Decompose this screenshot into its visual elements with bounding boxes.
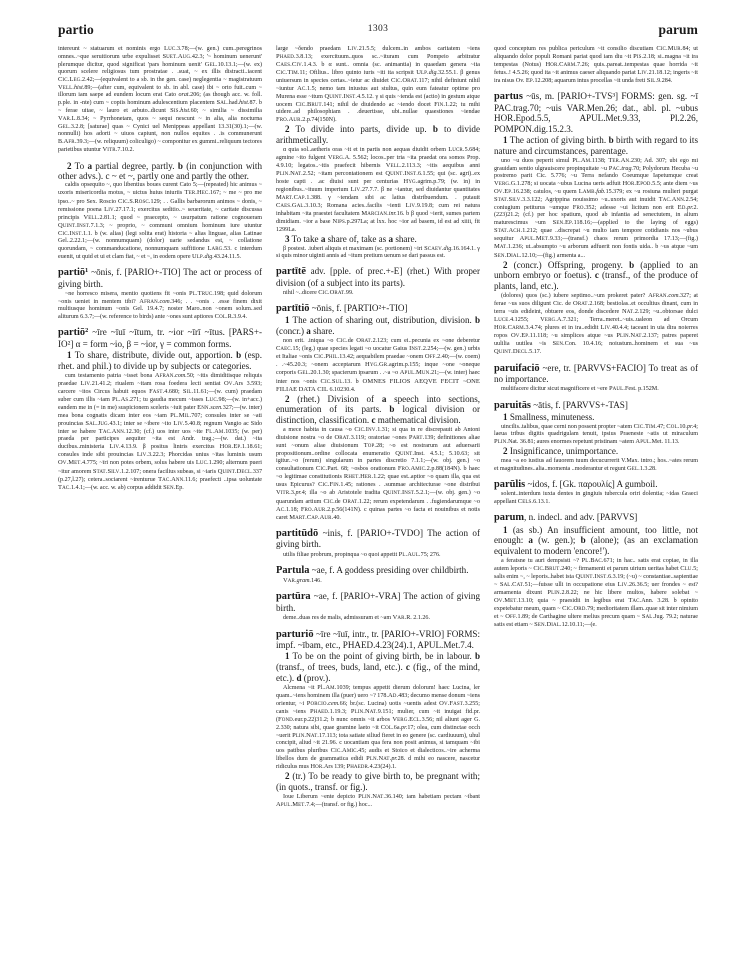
- sense-definition: 3 To take a share of, take as a share.: [285, 233, 417, 244]
- citation-block: a mece habita in causa ~o Cic.Inv.1.31; si qua in re discrepauit ab Antoni diuisione nostra ~o de Orat.3.119; oratoriae ~ones Part.139; definitiones aliae sunt ~onum aliae diuisionum Top.28; ~o est nostrarum aut aduersarii propositionum..ordine collocata enumeratio Quint.Inst. 4.5.1; 5.10.63; sit igitur..~o (rerum) singularum in partes discretio 7.1.1;—(w. obj. gen.) ~o consultationum Cic.Part. 68; ~osbos orationum Fro.Amic.2.p.88(184N). b haec ~o legitimae constitutionis Rhet.Her.1.22; quae est..aptior ~o quam illa, qua est usus Epicurus? Cic.Fin.1.45; rationes . .summae architecturae ~one distribui Vitr.3.pr.4; illa ~o ab Aristotele tradita Quint.Inst.5.2.1;—(w. obj. gen.) ~o quarundam artium Cic.de Orat.1.22; rerum expetendarum . .fugiendarumque ~o Ac.1.18; Fro.Aur.2.p.56(141N). c quinas partes ~o facta et nouinibus et notis caret Mart.Cap.Aur.40.: [276, 426, 480, 521]
- sense-definition: 2 To a partial degree, partly. b (in conjunction with other advs.). c ~ et ~, partly one and partly the other.: [58, 160, 262, 182]
- citation-block: Alcmena ~it Pl..Am.1039; tempus appetit dierum dolorum! haec Lucina, ler quam..~iens hominem illa (puer) uero ~? 178.Ad.483; decumo mense donum ~iens orientur, ~i Porcio.cem.66; br.(sc. Lucina) uotis ~uentis adest Ov.Fast.3.255; canis ~iens Phaed.1.19.3; Plin.Nat.9.151; mulier, cum ~it inuigat fid.pr.(Fond.eur.p.22)31.2; b nunc omnis ~it arbos Verg.Ecl.3.56; nil aliunt ager G. 2.330; natura sibi, quae gramine laeto ~it Col.6a.pr.17; olea, cum distinctae occh ~uerit Plin.Nat.17.113; tota satiate siliud fieret in eo genere (sc. cardiuuum), uhul concipit, aliud ~it 21.96. c uocantiam qua fera non posit animus, si tamquam ~ibi uos patibus pluribus Cic.Amic.45; audis et Stoico et dialecticos..~ire acherma libellos dum de grammatica edidi Pln.Nat.pr.28. d mihi eo nascere, nascetur ridiculus mus Hor.Ars 139; Phaedr.4.23(24).1.: [276, 683, 481, 771]
- headword-line: partus ~ūs, m. [PARIO+-TVS³] FORMS: gen. sg. ~ī PAC.trag.70; ~uis VAR.Men.26; dat., abl. pl. ~ubus HOR.Epod.5.5, APUL.Met.9.33, Pl.2.26, POMPON.dig.15.2.3.: [494, 91, 698, 134]
- entry-parturio: [276, 629, 480, 810]
- lemma: parum: [494, 512, 525, 524]
- headword-line: Partula ~ae, f. A goddess presiding over childbirth.: [276, 564, 469, 576]
- citation-block: Var.gram.146.: [283, 577, 322, 585]
- citation-block: β postest. .iuberi aliquis et maximam (sc. portionem) ~iri Scaev.dig.16.164.1. γ si quis minor uiginti annis ad ~itum pretium uenum se dari passus est.: [276, 244, 480, 259]
- running-head-left: partio: [58, 22, 94, 37]
- sense-definition: 2 (rhet.) Division of a speech into sections, enumeration of its parts. b logical division or distinction, classification. c mathematical division.: [276, 393, 481, 425]
- citation-block: mea ~a eo iustius ad fauorem tuum decucurrerit V.Max. intro.; hos..~ates rerum et magnitudines..alia..momenta ..moderantur et regunt Gel.1.3.28.: [494, 457, 698, 472]
- sense-definition: 1 Smallness, minuteness.: [503, 411, 595, 422]
- citation-block: α quia sol..aetheris oras ~it et in partis non aequas diuidit orbem Lucr.5.684; agmine ~ito fulgent Verg.A. 5.562; locos..per tria ~ita praedat ora somos Prop. 4.9.10; legatos..~itis praefecit hibernis Vell.2.113.3; ~itis aequibus anni Plin.Nat.2.52; ~itam percontationem est Quint.Inst.6.1.55; qui (sc. agri)..ex hoste capti . .ac diuisi sunt per centurias Hyg.agrim.p.79; (w. in) in regionibus..~ituum imperium Liv.27.7.7. β ne ~iantur, sed diuidantur quantitates Mart.Cap.1.388. γ ~iendam sibi ac latius distribuendum. . putauit Caes.Gal.3.10.3; Romana acies..facilis ~ienti Liv.9.19.8; cum rei natura inhabitam ~ita praestet facultatem Marcian.inr.16. b β quod ~ierit, sumes partem dimidiam. ~ior a base Nips.p.297La; at lxx. hoc ~ior ad basem, id est ad xiiii, fit 1299La.: [276, 146, 481, 233]
- lemma: paruitās: [494, 399, 531, 411]
- entry-partim-sense-2: [58, 161, 262, 261]
- citation-block: non erit. .iniqua ~o Cic.de Orat.2.123; cum ei..pecunia ex ~one deberetur Caec.15; (leg.) quae species legati ~o uocatur Gaius Inst.2.254;—(w. gen.) urbis et Italiae ~onis Cic.Phil.13.42; aequabilem praedae ~onem Off.2.40;—(w. coem) . .~45.20.3; ~onem acceptarum Hyg.Gr.agrim.p.155; inque ~one ~oneque corporis Gel.20.1.30; spacierum ipsarum . .~a ~o Apul.Mun.21;—(w. inter) haec inter nos ~onis Cic.Sul.13. b OMNES FILIOS AEQVE FECIT ~ONE FILIAE DATA CIL 6.10230.4.: [276, 337, 480, 393]
- lemma: parturiō: [276, 628, 314, 640]
- running-head-right: parum: [658, 22, 698, 37]
- lemma: partūra: [276, 591, 311, 603]
- column-1: [58, 44, 262, 944]
- column-2: [276, 44, 480, 944]
- entry-partio-continued: [58, 45, 262, 155]
- entry-parum: [494, 512, 698, 629]
- lemma: Partula: [276, 564, 310, 576]
- page-number: 1303: [367, 24, 389, 34]
- citation-block: quod conceptum res publica periculum ~it consilio discutiam Cic.Mur.84; ut aliquando dolor populi Romani pariat quod iam diu ~it Pis.2.18; si..magna ~it ira tempestas (Notus) Hor.Carm.7.26; quis..pareat..tempestas quae horrida ~it fetus..! 4.5.26; quod ita ~it animus caeser aliquando pariat Liv.21.18.12; ingeris ~it ira nisus Ov. Ep.12.208; aquarum intus procellas ~it unda freti Sil.9.284.: [494, 44, 698, 84]
- headword-line: paruifaciō ~ere, tr. [PARVVS+FACIO] To treat as of no importance.: [494, 362, 698, 385]
- column-container: [58, 44, 698, 944]
- entry-partio-2-continued: [276, 45, 480, 260]
- entry-partite: [276, 266, 480, 297]
- citation-block: uno ~u duos peperit simul Pl.Am.1138; Ter.An.230; Ad. 307; ubi ego mi grauidam sentio ulgrauiscere propinquitate ~u Pac.trag.70; Polydorum Hecuba ~u postremo parit Cic. 5.776; ~u Terra nefando Coeumque Iapetumque creat Verg.G.1.278; si uocata ~ubus Lucina ueris adfuit Hor.Epod.5.5; ante diem ~us Ov.Ep.16.238; catulos, ~u quem Lamb.fab.15.379; ex ~u rosiuna mulieri purgat Stat.Silv.3.3.122; Agrippina nouissimo ~u..uxoris aut inuidit Tac.Ann.2.54; coniugium petiturus ~umque Fro.352; adesse ~ui licitum non erit Ed.pr.2.(223)21.2; (cf.) per hoc spatium, quod ab infantia ad senectutem, in alium maturescimus ~um Sen.Ep.118.16;—(applied to the laying of eggs) Stat.Ach.1.212; quae ..discrepat ~u multo iam tempore cotidianis nos ~ubus sequitur Apul.Met.9.33;—(transf.) chaos rerum primordia 17.13;—(fig.) Mat.1.236; ut..absumpto ~u arborum adfuerit non fontis uida.. b ~us atque ~um Sen.Dial.12.10;—(fig.) armenta a...: [494, 156, 699, 259]
- lemma: partītē: [276, 266, 307, 278]
- lemma: partus: [494, 91, 523, 103]
- entry-paruifacio: [494, 363, 698, 394]
- headword-line: partūra ~ae, f. [PARIO+-VRA] The action of giving birth.: [276, 591, 480, 614]
- citation-block: cum testamento patria ~isset bona Afran.com.50; ~itis dimiditisque reliquis praedae Liv.21.41.2; riualem ~itam rosa foedera lecti sentiat Ov.Ars 3.593; carcere ~itos Circus habuit equos Fast.4.680; Sil.11.61;—(w. cum) praedam suber cum illis ~iam Pl.As.271; tu gaudia mecum ~isses Luc.98;—(w. in+acc.) eandem me in (= in me) suspicionem sceleris ~iuit pater Enn.scen.327;—(w. inter) mea bona cognatis dicam inter eos ~iam Pl.Mil.707; consules inter se ~ati prouincias Sal.Jug.43.1; inter se ~ibere ~ito Liv.5.40.8; regnum Vangio ac Sido inter se habere Tac.Ann.12.30; (cf.) uos inter uos ~ite Fl.Am.1035; (w. per) praeda per participes aequiter ~ita est Andr. trag.;—(w. dat.) ~ita ducibus..ministeria Liv.4.13.9. β positus lintris exercitus Hor.Ep.1.18.61; consules inde sibi prouincias Liv.3.22.3; Phorcidas unius ~ītas luminis usum Ov.Met.4.775; ~īri non potes orbem, solus habere uis Luc.1.290; alternum pueri ~itur amorem Stat.Silv.1.2.107; onera facilius subeas, si ~iaris Quint.Decl.337 (p.27,l.27); cetera..sociarent ~irenturue Tac.Ann.11.6; praefecti ..ipsa uoluntate Tac.1.4.1;—(w. acc. w. ab) corpus addidit Sen.Ep.: [58, 371, 263, 491]
- entry-parulis: [494, 479, 698, 506]
- citation-block: deme..duas res de malis, admissuram et ~am Var.R. 2.1.26.: [283, 614, 431, 622]
- lemma: partiō¹: [58, 267, 89, 279]
- citation-block: a feratsne tu auri dempsisti ~? Pl.Bac.671; in hac.. satis erat copiae, in illa autem leporis ~ Cic.Brut.240; ~ firmamenti et parum uirium ueritas habet Clu.5; salis enim ~, ~ leporis..habet ista Quint.Inst.6.3.19; (~u) ~ constantiae..sapientiae ~ Sal.Cat.51;—fuisse ulli in occupatione eius Liv.26.36.5; uer frondes ~ est? armamenta dixunt Plin.2.8.22; ne hic libere multos, habere solebat ~ Ov.Met.13.10; quia ~ praesidii in legibus erat Tac.Ann. 3.28. b opinito expetebatur meum, quam ~ Cic.Ord.79; medioritatem illam..quae sit inter nimium et ~ Off.1.89; de Carthagine ultere melius precum quam ~ Sal.Jug. 79.2; naturae satis est etiam ~ Sen.Dial.12.10.11;—(e.: [494, 557, 699, 629]
- entry-partura: [276, 591, 480, 622]
- citation-block: uincilis..talibus, quae cerni non possent propter ~atem Cic.Tim.47; Col.10.pr.4; laeua tribus digitis quadrigulam tenuit, ipsius Praeneste ~atis ut miraculum Plin.Nat. 36.81; aures enormes repetunt pristinam ~atem Apul.Met. 11.13.: [494, 423, 698, 446]
- entry-partula: [276, 565, 480, 585]
- citation-block: nihil ~..dicere Cic.Orat.99.: [283, 288, 354, 296]
- headword-line: partitūdō ~inis, f. [PARIO+-TVDO] The action of giving birth.: [276, 527, 480, 550]
- citation-block: caldis opsequito ~, quo libentius boues curent Cato 5;—(repeated) hic animus ~ uxoris misericordia motus, ~ uictus huius iniuriis Ter.Hec.167; ~ me ~ pro me ipso..~ pro Sex. Roscio Cic.S.Rosc.129; . . Gallis barbarorum animos ~ donis, ~ remissione poena Liv.27.17.1; exercitus seditio..~ seueritate, ~ caritate discussa principis Vell.2.81.1; quod ~ praecepto, ~ usurpatum ratione cognoueram Quint.Inst.7.1.3; ~ proprio, ~ communi omnium hominum iure utuntur Cic.Inst.1.1. b (w. alias) (legi solita erat) historia ~ alias linguae, alias Latinae Gel..2.22.1;—(w. nonnumquam) (dolor) uarie sedandus est, ~ collatione quorundam, ~ commanducatione, nonnumquam suffitione Larg.53. c interdum euenit, ut quid et ui et clam fiat, ~ et ~, in eodem opere Ulp.dig.43.24.11.5.: [58, 182, 262, 260]
- entry-partitudo: [276, 528, 480, 559]
- sense-definition: 1 (as sb.) An insufficient amount, too little, not enough: a (w. gen.); b (alone); (as an exclamation equivalent to modern 'encore!').: [494, 524, 698, 556]
- headword-line: partiō¹ ~ōnis, f. [PARIO+-TIO] The act or process of giving birth.: [58, 267, 262, 289]
- sense-definition: 2 (concr.) Offspring, progeny. b (applied to an unborn embryo or foetus). c (transf., of the produce of plants, land, etc.).: [494, 259, 698, 291]
- lemma: partiō²: [58, 327, 89, 339]
- entry-paruitas: [494, 400, 698, 473]
- entry-partio-2: [58, 327, 262, 491]
- sense-definition: 1 The action of giving birth. b birth with regard to its nature and circumstances, parentage.: [494, 135, 698, 156]
- citation-block: solent..interdum iuxta dentes in gingiuis tubercula oriri dolentia; ~idas Graeci appellant Cels.6.13.1.: [494, 491, 698, 506]
- column-3: [494, 44, 698, 944]
- running-head: [58, 22, 698, 40]
- citation-block: multifacere dicitur sicut magnificere et ~ere Paul.Fest. p.152M.: [501, 385, 659, 393]
- headword-line: partiō² ~īre ~īuī ~ītum, tr. ~ior ~īrī ~ītus. [PARS+-IO²] α = form ~io, β = ~ior, γ = common forms.: [58, 327, 262, 349]
- entry-partus: [494, 91, 698, 356]
- headword-line: parūlis ~idos, f. [Gk. παρουλίς] A gumboil.: [494, 478, 658, 490]
- headword-line: paruitās ~ātis, f. [PARVVS+-TAS]: [494, 399, 628, 411]
- lemma: partītiō: [276, 303, 310, 315]
- citation-block: ~ne horresco misera, mentio quotiens fit ~onis Pl.Truc.198; quid dolorum ~onis ueniet in mentem tibi? Afran.com.346; . . ~onis . .esse finem dixit multiusque hominum ~onis Gel. 19.4.7; noster Maro..non ~onem solum..sed aliturum 6.3.7;—(w. reference to birds) ante ~ones sunt aptiores Col.R.3.9.4.: [58, 289, 262, 321]
- sense-definition: 1 The action of sharing out, distribution, division. b (concr.) a share.: [276, 315, 480, 336]
- entry-partitio: [276, 303, 480, 521]
- lemma: parūlis: [494, 478, 526, 490]
- headword-line: partītiō ~ōnis, f. [PARTIO²+-TIO]: [276, 303, 408, 315]
- citation-block: intereunt ~ statuarum et nominis ergo Luc.3.78;—(w. gen.) cum..peregrinos omnes..~que seruitiorum urbe expulisset Suet.Aug.42.3; '~ hominum uenerunt' plerumque dicitur, quod significat 'pars hominum uenit' Gel.10.13.1;—(w. ex) quorum scelere religiosus tum prostratae . .suat, ~ ex illis distracti..iacent Cic.Leg.2.42;—(equivalent to a sb. in the gen. case) neglegentia ~ magistratuum Vell.hist.89;—(after cum, equivalent to sb. in abl. case) ibi ~ orto fuit..cum ~ illorum iam saepe ad eundem locum erat Cato orat.206; (as though acc. w. foll. p.ple. in -nte) cum ~ copiis hominum adulescentium placentem Sal.had.hist.87. b ~ ferae uitae, ~ lauro et arbuto..dicunt Sis.hist.60; ~ similia ~ dissimilia Var.L.8.34; ~ Pyrrhonetam, quos ~ sequi nescunt ~ in alia, alia nocturna Gel.3.2.8; [saturae] quas ~ Cynici uel Menippeas appellant 13.31(30).1;—(w. nonnulli) hos adorti ~ uiuos capiunt, non nullos equites . .is communerunt B.Afr.39.3;—(w. reliquum) coliculigo) ~ componitur ex gummi..reliquum tectores parietibus utuntur Vitr.7.10.2.: [58, 44, 263, 154]
- citation-block: large ~ŏendo praedam Liv.21.5.5; dulcem..in ambos caritatem ~iens Phaed.3.8.13; exercituum..quos sc..~ituram cum Pompeio arbitratur Caes.Civ.1.4.3. b α sunt.. omnia (sc. animantia) in quaedam genera ~ita Cic.Tim.11; Ofilius.. libro quinto iuris ~iti ita scripsit Ulp.dig.32.55.1. β genus uniuersum in species certas..~ietur ac diuidet Cic.Orat.117; nihil definiunt nihil ~iuntur Ac.1.5; nemo tam iniustus aut stultus, quin eum fateatur optime pro Murena esse ~itum Quint.Inst.4.5.12. γ si quis ~ienda est (actio) in gestum atque uocem Cic.Brut.141; nihil de diuidendo ac ~iendo docet Fin.1.22; tu mihi uidere..ad philosophiam . .deuertisse, ubi..nullae quaestiones ~iendae Fro.Aur.2.p.74(150N).: [276, 44, 481, 124]
- sense-definition: 2 (tr.) To be ready to give birth to, be pregnant with; (in quots., transf. or fig.).: [276, 771, 480, 792]
- sense-definition: 2 To divide into parts, divide up. b to divide arithmetically.: [276, 124, 480, 145]
- citation-block: (dolores) quos (sc.) iubere septimo..~um prokeret pater? Afran.com.327; at ferae ~us suos diligunt Cic. de Orat.2.168; bestiolas..et occultius dinant, cum in terra ~uis edideint, obtuere eos, donde discedere Nat.2.129; ~u..obtorsae dulci Luce.4.1255; Verg.A.7.321; Terra..meret..~uis..ualeon ad Orcum Hor.Carm.3.4.74; plures et in ira..edidit Liv.40.4.4; taceant in uia dira noierres ropos Ov.Ep.11.118; ~u simplices atque ~us Plin.Nat.2.137; patres paperet uulilia uutilea ~is Sen.Con. 10.4.16; noiustum..hominem et sua ~us Quint.Decl.5.17.: [494, 292, 699, 356]
- sense-definition: 1 To share, distribute, divide out, apportion. b (esp. rhet. and phil.) to divide up by subjects or categories.: [58, 350, 262, 371]
- sense-definition: 2 Insignificance, unimportance.: [503, 446, 619, 457]
- headword-line: partītē adv. [pple. of prec.+-E] (rhet.) With proper division (of a subject into its parts).: [276, 266, 480, 288]
- sense-definition: 1 To be on the point of giving birth, be in labour. b (transf., of trees, buds, land, etc.). c (fig., of the mind, etc.). d (prov.).: [276, 651, 480, 683]
- citation-block: Ioue Liberum ~ente depicto Plin.Nat.36.140; iam habetiam pectam ~ibant Apul.Met.7.4;—(transf. or fig.) hoc...: [276, 793, 480, 809]
- entry-partio-1: [58, 267, 262, 321]
- headword-line: parturiō ~īre ~īuī, intr., tr. [PARIO+-VRIO] FORMS: impf. ~ībam, etc., PHAED.4.23(24).1, APUL.Met.7.4.: [276, 628, 480, 651]
- entry-parturio-continued: [494, 45, 698, 85]
- citation-block: utilis filiae probrum, propinqua ~o quoi appetit Pl.Aul.75; 276.: [283, 550, 441, 558]
- lemma: partitūdō: [276, 527, 319, 539]
- headword-line: parum, n. indecl. and adv. [PARVVS]: [494, 512, 638, 524]
- lemma: paruifaciō: [494, 362, 540, 374]
